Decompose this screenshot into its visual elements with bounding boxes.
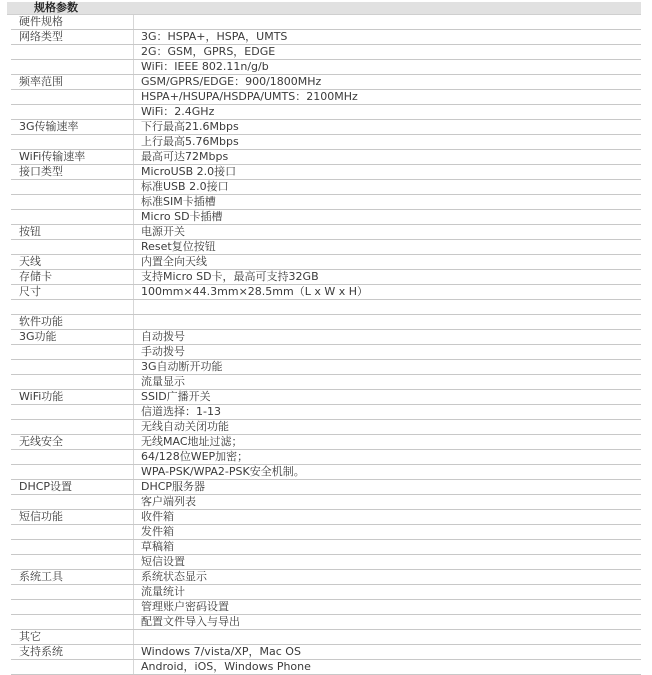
spec-row bbox=[11, 180, 641, 195]
spec-key bbox=[11, 240, 134, 255]
spec-value: Micro SD卡插槽 bbox=[134, 210, 642, 225]
spec-row bbox=[11, 90, 641, 105]
spec-key: DHCP设置 bbox=[11, 480, 134, 495]
spec-value: 上行最高5.76Mbps bbox=[134, 135, 642, 150]
spec-key: 网络类型 bbox=[11, 30, 134, 45]
spec-row bbox=[11, 525, 641, 540]
spec-value bbox=[134, 630, 642, 645]
spec-row bbox=[11, 495, 641, 510]
spec-row bbox=[11, 105, 641, 120]
spec-table bbox=[11, 15, 641, 675]
spec-key bbox=[11, 600, 134, 615]
spec-row bbox=[11, 225, 641, 240]
spec-value bbox=[134, 15, 642, 30]
spec-value: HSPA+/HSUPA/HSDPA/UMTS：2100MHz bbox=[134, 90, 642, 105]
spec-key: WiFi传输速率 bbox=[11, 150, 134, 165]
spec-key bbox=[11, 420, 134, 435]
spec-row bbox=[11, 255, 641, 270]
spec-title: 规格参数 bbox=[34, 1, 78, 14]
spec-row bbox=[11, 660, 641, 675]
spec-key bbox=[11, 585, 134, 600]
spec-key bbox=[11, 555, 134, 570]
spec-value: Windows 7/vista/XP，Mac OS bbox=[134, 645, 642, 660]
spec-value: 无线MAC地址过滤； bbox=[134, 435, 642, 450]
spec-value: 流量统计 bbox=[134, 585, 642, 600]
spec-row bbox=[11, 435, 641, 450]
spec-value: 收件箱 bbox=[134, 510, 642, 525]
spec-row bbox=[11, 405, 641, 420]
spec-row bbox=[11, 300, 641, 315]
spec-value: 系统状态显示 bbox=[134, 570, 642, 585]
spec-row bbox=[11, 315, 641, 330]
spec-value: WiFi：2.4GHz bbox=[134, 105, 642, 120]
spec-key: 硬件规格 bbox=[11, 15, 134, 30]
spec-row bbox=[11, 375, 641, 390]
spec-key bbox=[11, 450, 134, 465]
spec-row bbox=[11, 75, 641, 90]
spec-key bbox=[11, 375, 134, 390]
spec-key: 天线 bbox=[11, 255, 134, 270]
spec-value bbox=[134, 300, 642, 315]
spec-row bbox=[11, 390, 641, 405]
spec-key bbox=[11, 540, 134, 555]
spec-value: 标准SIM卡插槽 bbox=[134, 195, 642, 210]
spec-row bbox=[11, 585, 641, 600]
spec-value: MicroUSB 2.0接口 bbox=[134, 165, 642, 180]
spec-key bbox=[11, 300, 134, 315]
spec-key bbox=[11, 495, 134, 510]
spec-value: 2G：GSM，GPRS，EDGE bbox=[134, 45, 642, 60]
spec-key: 软件功能 bbox=[11, 315, 134, 330]
spec-value: 流量显示 bbox=[134, 375, 642, 390]
spec-key: 其它 bbox=[11, 630, 134, 645]
spec-row bbox=[11, 360, 641, 375]
spec-key bbox=[11, 405, 134, 420]
spec-row bbox=[11, 480, 641, 495]
spec-row bbox=[11, 135, 641, 150]
spec-row bbox=[11, 510, 641, 525]
spec-value: WPA-PSK/WPA2-PSK安全机制。 bbox=[134, 465, 642, 480]
spec-value: 手动拨号 bbox=[134, 345, 642, 360]
spec-key bbox=[11, 465, 134, 480]
spec-row bbox=[11, 285, 641, 300]
spec-key: 频率范围 bbox=[11, 75, 134, 90]
spec-key: 支持系统 bbox=[11, 645, 134, 660]
spec-row bbox=[11, 15, 641, 30]
spec-value: 内置全向天线 bbox=[134, 255, 642, 270]
spec-key bbox=[11, 210, 134, 225]
spec-key bbox=[11, 345, 134, 360]
spec-value: GSM/GPRS/EDGE：900/1800MHz bbox=[134, 75, 642, 90]
spec-row bbox=[11, 465, 641, 480]
spec-key bbox=[11, 60, 134, 75]
spec-value: 标准USB 2.0接口 bbox=[134, 180, 642, 195]
spec-key bbox=[11, 105, 134, 120]
spec-key: WiFi功能 bbox=[11, 390, 134, 405]
spec-value: 3G：HSPA+，HSPA，UMTS bbox=[134, 30, 642, 45]
spec-value: 草稿箱 bbox=[134, 540, 642, 555]
spec-value: 3G自动断开功能 bbox=[134, 360, 642, 375]
spec-value: 下行最高21.6Mbps bbox=[134, 120, 642, 135]
spec-row bbox=[11, 240, 641, 255]
spec-row bbox=[11, 540, 641, 555]
spec-key: 接口类型 bbox=[11, 165, 134, 180]
spec-header-bar bbox=[7, 2, 641, 15]
spec-value: DHCP服务器 bbox=[134, 480, 642, 495]
spec-key bbox=[11, 180, 134, 195]
spec-key: 存储卡 bbox=[11, 270, 134, 285]
spec-value: 短信设置 bbox=[134, 555, 642, 570]
spec-table-body bbox=[11, 15, 641, 675]
spec-row bbox=[11, 150, 641, 165]
spec-value: 发件箱 bbox=[134, 525, 642, 540]
spec-value: 管理账户密码设置 bbox=[134, 600, 642, 615]
spec-value: 自动拨号 bbox=[134, 330, 642, 345]
spec-value: 100mm×44.3mm×28.5mm（L x W x H） bbox=[134, 285, 642, 300]
spec-row bbox=[11, 195, 641, 210]
spec-row bbox=[11, 645, 641, 660]
spec-row bbox=[11, 345, 641, 360]
spec-row bbox=[11, 120, 641, 135]
spec-key: 无线安全 bbox=[11, 435, 134, 450]
spec-key bbox=[11, 360, 134, 375]
spec-key bbox=[11, 45, 134, 60]
spec-row bbox=[11, 630, 641, 645]
spec-row bbox=[11, 210, 641, 225]
spec-row bbox=[11, 570, 641, 585]
spec-value: WiFi：IEEE 802.11n/g/b bbox=[134, 60, 642, 75]
spec-value: 电源开关 bbox=[134, 225, 642, 240]
spec-value bbox=[134, 315, 642, 330]
spec-value: Reset复位按钮 bbox=[134, 240, 642, 255]
spec-value: 64/128位WEP加密； bbox=[134, 450, 642, 465]
spec-key: 3G传输速率 bbox=[11, 120, 134, 135]
spec-value: Android，iOS，Windows Phone bbox=[134, 660, 642, 675]
spec-row bbox=[11, 45, 641, 60]
spec-value: SSID广播开关 bbox=[134, 390, 642, 405]
spec-key bbox=[11, 660, 134, 675]
spec-row bbox=[11, 600, 641, 615]
spec-row bbox=[11, 555, 641, 570]
spec-row bbox=[11, 270, 641, 285]
spec-row bbox=[11, 615, 641, 630]
spec-row bbox=[11, 30, 641, 45]
spec-key: 短信功能 bbox=[11, 510, 134, 525]
spec-key bbox=[11, 615, 134, 630]
spec-value: 无线自动关闭功能 bbox=[134, 420, 642, 435]
spec-key: 按钮 bbox=[11, 225, 134, 240]
spec-key bbox=[11, 90, 134, 105]
spec-row bbox=[11, 450, 641, 465]
spec-value: 支持Micro SD卡，最高可支持32GB bbox=[134, 270, 642, 285]
spec-row bbox=[11, 330, 641, 345]
spec-key: 3G功能 bbox=[11, 330, 134, 345]
spec-row bbox=[11, 60, 641, 75]
spec-row bbox=[11, 165, 641, 180]
spec-value: 最高可达72Mbps bbox=[134, 150, 642, 165]
spec-value: 配置文件导入与导出 bbox=[134, 615, 642, 630]
spec-key bbox=[11, 525, 134, 540]
spec-key: 尺寸 bbox=[11, 285, 134, 300]
spec-key bbox=[11, 135, 134, 150]
spec-row bbox=[11, 420, 641, 435]
spec-key bbox=[11, 195, 134, 210]
spec-value: 信道选择：1-13 bbox=[134, 405, 642, 420]
spec-key: 系统工具 bbox=[11, 570, 134, 585]
spec-value: 客户端列表 bbox=[134, 495, 642, 510]
